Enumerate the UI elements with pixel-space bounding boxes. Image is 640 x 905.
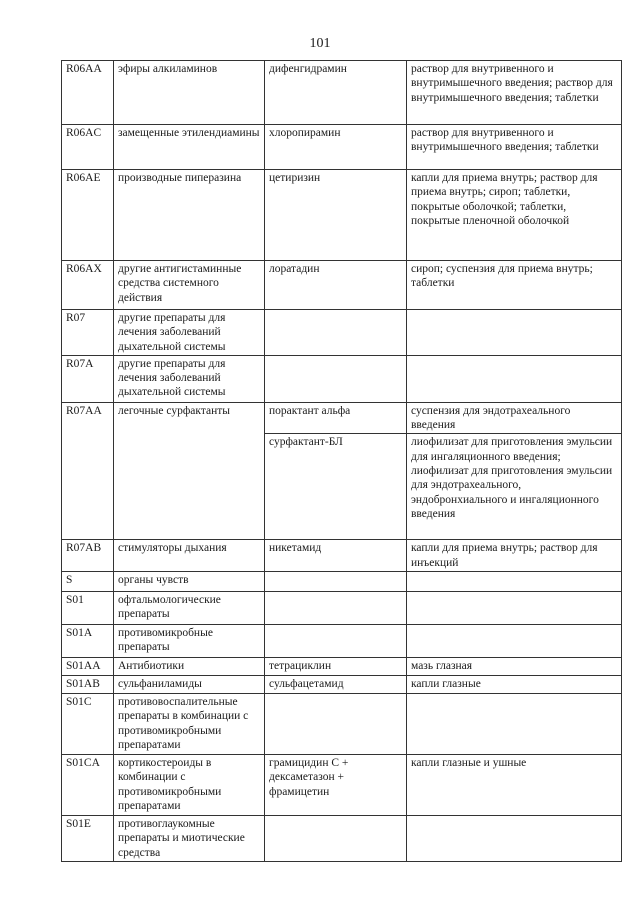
dosage-form-cell: раствор для внутривенного и внутримышечного введения; раствор для внутримышечного введения; таблетки	[407, 61, 622, 125]
group-cell: противовоспалительные препараты в комбинации с противомикробными препаратами	[114, 694, 265, 755]
table-row	[62, 125, 622, 170]
inn-cell: цетиризин	[265, 170, 407, 261]
group-cell: Антибиотики	[114, 658, 265, 676]
dosage-form-cell	[407, 625, 622, 658]
dosage-form-cell	[407, 355, 622, 402]
group-cell: противоглаукомные препараты и миотические средства	[114, 816, 265, 862]
inn-cell	[265, 310, 407, 356]
inn-cell	[265, 572, 407, 592]
inn-cell	[265, 625, 407, 658]
dosage-form-cell: капли глазные и ушные	[407, 755, 622, 816]
table-row	[62, 694, 622, 755]
atc-code-cell: R06AC	[62, 125, 114, 170]
atc-code-cell: R06AA	[62, 61, 114, 125]
table-row	[62, 625, 622, 658]
inn-cell: грамицидин С + дексаметазон + фрамицетин	[265, 755, 407, 816]
dosage-form-cell: капли для приема внутрь; раствор для приема внутрь; сироп; таблетки, покрытые оболочкой; таблетки, покрытые пленочной оболочкой	[407, 170, 622, 261]
table-row	[62, 540, 622, 572]
table-row	[62, 310, 622, 356]
table-row	[62, 676, 622, 694]
dosage-form-cell: сироп; суспензия для приема внутрь; таблетки	[407, 261, 622, 310]
dosage-form-cell	[407, 310, 622, 356]
inn-cell: сульфацетамид	[265, 676, 407, 694]
group-cell: сульфаниламиды	[114, 676, 265, 694]
group-cell: другие препараты для лечения заболеваний дыхательной системы	[114, 355, 265, 402]
inn-cell	[265, 816, 407, 862]
atc-code-cell: S	[62, 572, 114, 592]
table-row	[62, 402, 622, 434]
dosage-form-cell: лиофилизат для приготовления эмульсии для ингаляционного введения; лиофилизат для приготовления эмульсии для эндотрахеального, эндобронхиального и ингаляционного введения	[407, 434, 622, 540]
table-row	[62, 658, 622, 676]
atc-code-cell: S01AA	[62, 658, 114, 676]
group-cell: офтальмологические препараты	[114, 592, 265, 625]
atc-code-cell: R07AB	[62, 540, 114, 572]
inn-cell: лоратадин	[265, 261, 407, 310]
group-cell: другие антигистаминные средства системного действия	[114, 261, 265, 310]
table-row	[62, 816, 622, 862]
dosage-form-cell: раствор для внутривенного и внутримышечного введения; таблетки	[407, 125, 622, 170]
inn-cell	[265, 592, 407, 625]
dosage-form-cell: мазь глазная	[407, 658, 622, 676]
atc-code-cell: S01C	[62, 694, 114, 755]
atc-code-cell: R07A	[62, 355, 114, 402]
group-cell: производные пиперазина	[114, 170, 265, 261]
group-cell: другие препараты для лечения заболеваний дыхательной системы	[114, 310, 265, 356]
group-cell: противомикробные препараты	[114, 625, 265, 658]
drug-table	[61, 60, 622, 862]
group-cell: легочные сурфактанты	[114, 402, 265, 540]
table-row	[62, 572, 622, 592]
dosage-form-cell: капли для приема внутрь; раствор для инъекций	[407, 540, 622, 572]
inn-cell	[265, 355, 407, 402]
dosage-form-cell	[407, 694, 622, 755]
group-cell: эфиры алкиламинов	[114, 61, 265, 125]
dosage-form-cell	[407, 592, 622, 625]
atc-code-cell: R07AA	[62, 402, 114, 540]
table-row	[62, 170, 622, 261]
atc-code-cell: R07	[62, 310, 114, 356]
atc-code-cell: S01CA	[62, 755, 114, 816]
inn-cell: дифенгидрамин	[265, 61, 407, 125]
atc-code-cell: S01	[62, 592, 114, 625]
atc-code-cell: S01A	[62, 625, 114, 658]
page-number: 101	[309, 36, 331, 51]
atc-code-cell: S01AB	[62, 676, 114, 694]
table-row	[62, 355, 622, 402]
table-row	[62, 755, 622, 816]
dosage-form-cell	[407, 816, 622, 862]
group-cell: стимуляторы дыхания	[114, 540, 265, 572]
atc-code-cell: R06AX	[62, 261, 114, 310]
inn-cell	[265, 694, 407, 755]
dosage-form-cell	[407, 572, 622, 592]
atc-code-cell: R06AE	[62, 170, 114, 261]
inn-cell: тетрациклин	[265, 658, 407, 676]
group-cell: органы чувств	[114, 572, 265, 592]
inn-cell: порактант альфа	[265, 402, 407, 434]
inn-cell: никетамид	[265, 540, 407, 572]
group-cell: замещенные этилендиамины	[114, 125, 265, 170]
inn-cell: сурфактант-БЛ	[265, 434, 407, 540]
dosage-form-cell: капли глазные	[407, 676, 622, 694]
group-cell: кортикостероиды в комбинации с противомикробными препаратами	[114, 755, 265, 816]
table-row	[62, 592, 622, 625]
inn-cell: хлоропирамин	[265, 125, 407, 170]
atc-code-cell: S01E	[62, 816, 114, 862]
dosage-form-cell: суспензия для эндотрахеального введения	[407, 402, 622, 434]
table-row	[62, 61, 622, 125]
table-row	[62, 261, 622, 310]
